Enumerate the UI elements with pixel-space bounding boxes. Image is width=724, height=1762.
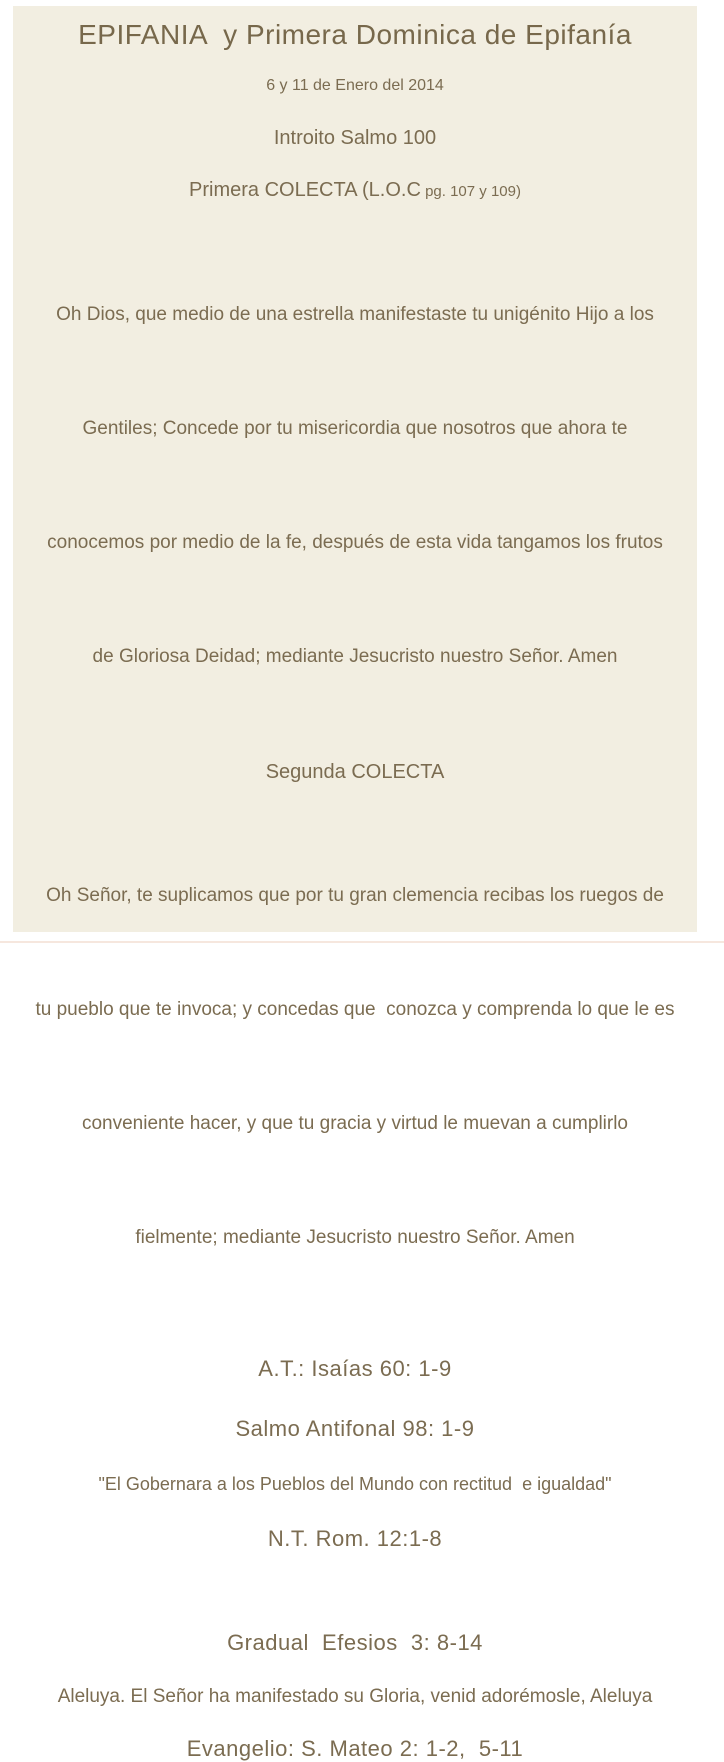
paragraph-line: Oh Señor, te suplicamos que por tu gran clemencia recibas los ruegos de: [46, 885, 664, 906]
paragraph-line: Oh Dios, que medio de una estrella manifestaste tu unigénito Hijo a los: [56, 304, 654, 325]
paragraph-line: conocemos por medio de la fe, después de esta vida tangamos los frutos: [47, 532, 663, 553]
primera-colecta-paragraph: [13, 220, 697, 752]
reading-old-testament: A.T.: Isaías 60: 1-9: [258, 1356, 452, 1381]
reading-new-testament: N.T. Rom. 12:1-8: [267, 1526, 443, 1551]
reading-gospel: Evangelio: S. Mateo 2: 1-2, 5-11: [186, 1736, 524, 1761]
paragraph-line: Gentiles; Concede por tu misericordia que nosotros que ahora te: [82, 418, 628, 439]
primera-colecta-main: Primera COLECTA (L.O.C: [189, 179, 421, 201]
primera-colecta-heading: [13, 178, 697, 204]
page-title: EPIFANIA y Primera Dominica de Epifanía: [78, 19, 632, 50]
date-line: 6 y 11 de Enero del 2014: [266, 77, 444, 94]
bulletin-sheet: [13, 6, 697, 1761]
paragraph-line: conveniente hacer, y que tu gracia y virtud le muevan a cumplirlo: [81, 1113, 629, 1134]
reading-psalm: Salmo Antifonal 98: 1-9: [235, 1416, 475, 1441]
paragraph-line: tu pueblo que te invoca; y concedas que conozca y comprenda lo que le es: [35, 999, 675, 1020]
psalm-quote: "El Gobernara a los Pueblos del Mundo con rectitud e igualdad": [98, 1474, 612, 1494]
paragraph-line: fielmente; mediante Jesucristo nuestro Señor. Amen: [135, 1227, 575, 1248]
segunda-colecta-heading: Segunda COLECTA: [265, 761, 445, 783]
paragraph-line: de Gloriosa Deidad; mediante Jesucristo nuestro Señor. Amen: [92, 646, 618, 667]
primera-colecta-page-ref: pg. 107 y 109): [420, 183, 521, 200]
reading-gradual: Gradual Efesios 3: 8-14: [227, 1630, 483, 1655]
introito-heading: Introito Salmo 100: [273, 127, 437, 149]
alleluia-verse: Aleluya. El Señor ha manifestado su Gloria, venid adorémosle, Aleluya: [57, 1686, 653, 1707]
segunda-colecta-paragraph: [13, 801, 697, 1333]
page-divider-line: [0, 941, 724, 943]
